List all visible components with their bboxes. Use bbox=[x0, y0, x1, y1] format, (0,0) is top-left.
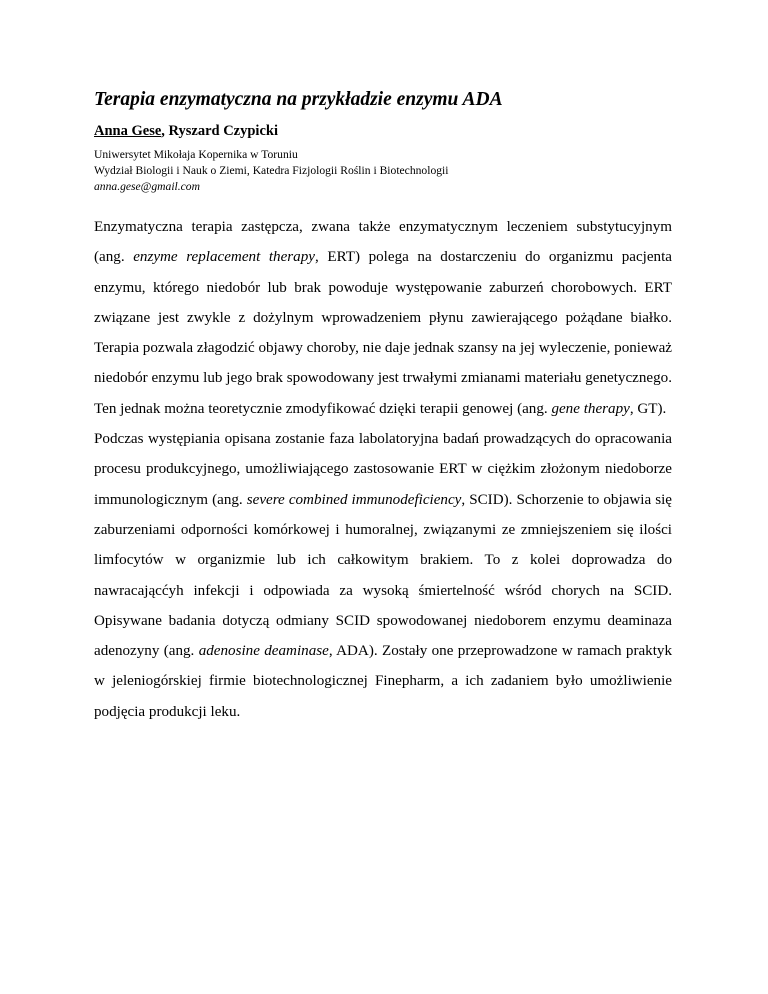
co-author: Ryszard Czypicki bbox=[168, 123, 278, 139]
abstract-body bbox=[94, 212, 672, 727]
paragraph-1-text-b: , ERT) polega na dostarczeniu do organizmu pacjenta enzymu, którego niedobór lub brak powoduje występowanie zaburzeń chorobowych. ERT związane jest zwykle z dożylnym wprowadzeniem płynu zawierającego pożądane białko. Terapia pozwala złagodzić objawy choroby, nie daje jednak szansy na jej wyleczenie, ponieważ niedobór enzymu lub jego brak spowodowany jest trwałymi zmianami materiału genetycznego. Ten jednak można teoretycznie zmodyfikować dzięki terapii genowej (ang. bbox=[94, 249, 672, 417]
paragraph-1-term-ert: enzyme replacement therapy bbox=[133, 249, 315, 266]
document-page bbox=[94, 88, 672, 727]
paragraph-2-text-a: Podczas występiania opisana zostanie faza labolatoryjna badań prowadzących do opracowania procesu produkcyjnego, umożliwiającego zastosowanie ERT w ciężkim złożonym niedoborze immunologicznym (ang. bbox=[94, 431, 672, 508]
paragraph-2-text-b: , SCID). Schorzenie to objawia się zaburzeniami odporności komórkowej i humoralnej, związanymi ze zmniejszeniem się ilości limfocytów w organizmie lub ich całkowitym brakiem. To z kolei doprowadza do nawracającćyh infekcji i odpowiada za wysoką śmiertelność wśród chorych na SCID. Opisywane badania dotyczą odmiany SCID spowodowanej niedoborem enzymu deaminaza adenozyny (ang. bbox=[94, 491, 673, 660]
presenting-author: Anna Gese bbox=[94, 123, 162, 139]
university-name: Uniwersytet Mikołaja Kopernika w Toruniu bbox=[94, 148, 298, 161]
department-name: Wydział Biologii i Nauk o Ziemi, Katedra Fizjologii Roślin i Biotechnologii bbox=[94, 164, 449, 177]
paragraph-2-term-ada: adenosine deaminase bbox=[198, 643, 329, 660]
paragraph-2-text-c: , ADA). Zostały one przeprowadzone w ramach praktyk w jeleniogórskiej firmie biotechnologicznej Finepharm, a ich zadaniem było umożliwienie podjęcia produkcji leku. bbox=[94, 643, 673, 720]
author-separator: , bbox=[161, 123, 169, 139]
document-title: Terapia enzymatyczna na przykładzie enzymu ADA bbox=[94, 89, 503, 110]
paragraph-1-text-c: , GT). bbox=[629, 400, 667, 417]
author-email: anna.gese@gmail.com bbox=[94, 180, 200, 193]
paragraph-1-text-a: Enzymatyczna terapia zastępcza, zwana także enzymatycznym leczeniem substytucyjnym (ang. bbox=[94, 219, 672, 266]
affiliation-block bbox=[94, 147, 672, 195]
paragraph-2-term-scid: severe combined immunodeficiency bbox=[246, 491, 462, 508]
paragraph-1 bbox=[94, 212, 672, 424]
author-line bbox=[94, 122, 672, 140]
paragraph-1-term-gt: gene therapy bbox=[551, 400, 630, 417]
paragraph-2 bbox=[94, 424, 672, 727]
